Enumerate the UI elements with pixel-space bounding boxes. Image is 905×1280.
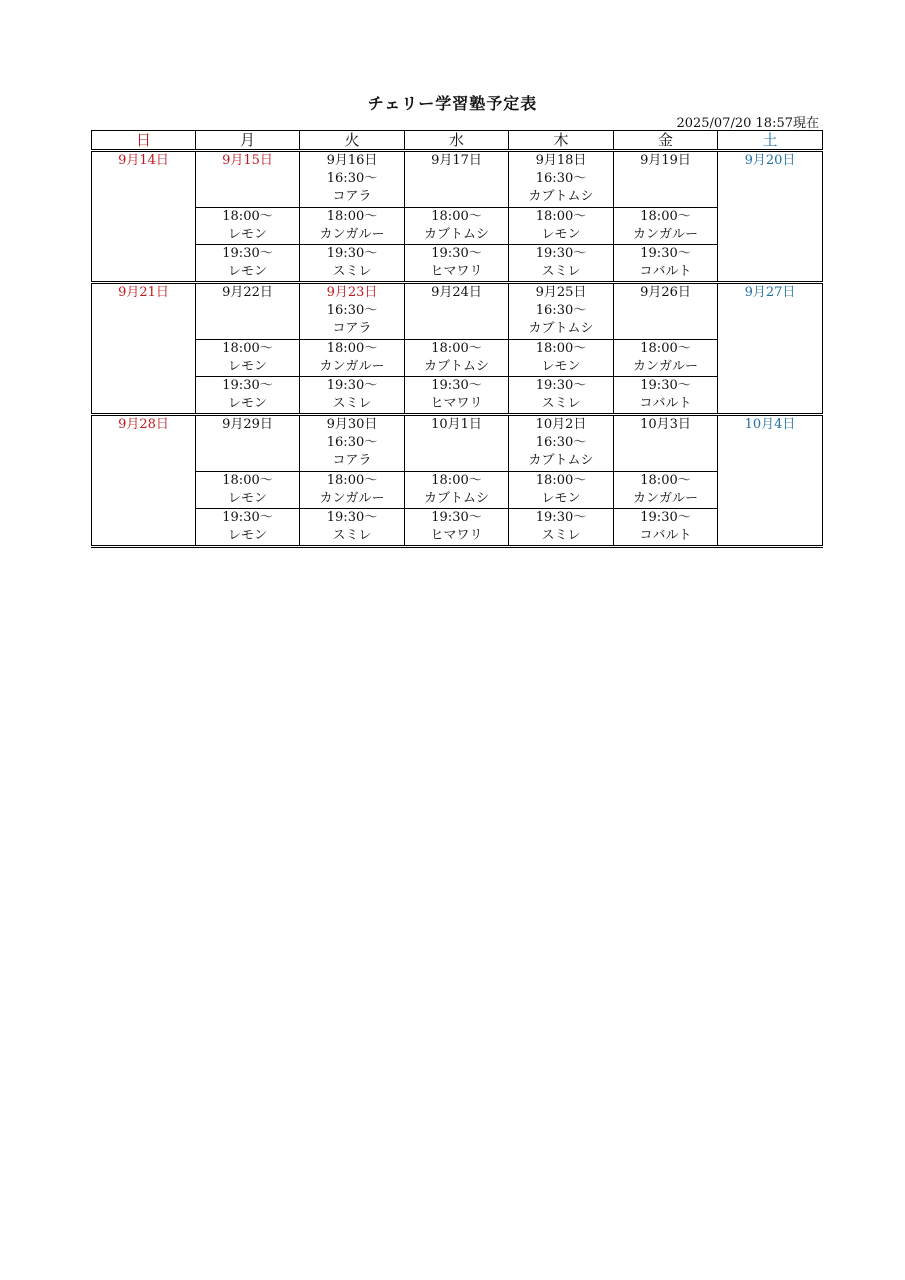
date-cell-mon: 9月29日 (196, 415, 300, 472)
date-cell-fri: 9月26日 (614, 283, 718, 340)
class-name: コアラ (332, 189, 372, 204)
class-time: 16:30〜 (326, 171, 378, 186)
class-time: 16:30〜 (535, 171, 587, 186)
class-cell: 18:00〜 レモン (196, 340, 300, 377)
class-cell: 18:00〜 レモン (509, 340, 614, 377)
class-cell: 18:00〜 レモン (196, 208, 300, 245)
date-cell-sun: 9月14日 (92, 151, 196, 283)
class-cell: 19:30〜 コバルト (614, 509, 718, 547)
day-header-sun: 日 (92, 131, 196, 151)
class-cell: 18:00〜 レモン (509, 472, 614, 509)
class-time: 16:30〜 (326, 303, 378, 318)
date-cell-fri: 10月3日 (614, 415, 718, 472)
class-cell: 19:30〜 レモン (196, 377, 300, 415)
class-cell: 18:00〜 レモン (196, 472, 300, 509)
slot-row-1800 (92, 472, 823, 509)
date-cell-thu: 10月2日 16:30〜 カブトムシ (509, 415, 614, 472)
class-cell: 18:00〜 レモン (509, 208, 614, 245)
date-cell-sun: 9月21日 (92, 283, 196, 415)
date-cell-sun: 9月28日 (92, 415, 196, 547)
day-header-row (92, 131, 823, 151)
class-cell: 18:00〜 カンガルー (614, 208, 718, 245)
date-cell-wed: 10月1日 (405, 415, 509, 472)
class-cell: 19:30〜 スミレ (300, 245, 405, 283)
class-cell: 19:30〜 コバルト (614, 245, 718, 283)
class-time: 16:30〜 (535, 303, 587, 318)
class-time: 16:30〜 (326, 435, 378, 450)
date-cell-thu: 9月25日 16:30〜 カブトムシ (509, 283, 614, 340)
class-cell: 18:00〜 カンガルー (300, 340, 405, 377)
schedule-table (91, 130, 823, 548)
date-cell-tue: 9月23日 16:30〜 コアラ (300, 283, 405, 340)
class-cell: 19:30〜 スミレ (509, 509, 614, 547)
class-cell: 19:30〜 スミレ (509, 377, 614, 415)
date-cell-sat: 9月20日 (718, 151, 823, 283)
date-cell-wed: 9月17日 (405, 151, 509, 208)
day-header-fri: 金 (614, 131, 718, 151)
class-cell: 18:00〜 カブトムシ (405, 340, 509, 377)
day-header-wed: 水 (405, 131, 509, 151)
date-cell-fri: 9月19日 (614, 151, 718, 208)
week-row (92, 415, 823, 472)
class-cell: 19:30〜 レモン (196, 245, 300, 283)
class-cell: 19:30〜 ヒマワリ (405, 377, 509, 415)
slot-row-1800 (92, 340, 823, 377)
class-cell: 19:30〜 スミレ (509, 245, 614, 283)
class-cell: 18:00〜 カンガルー (300, 208, 405, 245)
slot-row-1930 (92, 245, 823, 283)
class-name: カブトムシ (528, 189, 594, 204)
slot-row-1930 (92, 377, 823, 415)
class-cell: 19:30〜 スミレ (300, 509, 405, 547)
timestamp: 2025/07/20 18:57現在 (676, 116, 819, 131)
class-cell: 18:00〜 カンガルー (614, 472, 718, 509)
class-name: カブトムシ (528, 321, 594, 336)
class-cell: 19:30〜 ヒマワリ (405, 245, 509, 283)
date-cell-sat: 9月27日 (718, 283, 823, 415)
date-cell-mon: 9月22日 (196, 283, 300, 340)
class-time: 16:30〜 (535, 435, 587, 450)
date-cell-tue: 9月16日 16:30〜 コアラ (300, 151, 405, 208)
date-cell-tue: 9月30日 16:30〜 コアラ (300, 415, 405, 472)
class-cell: 18:00〜 カンガルー (300, 472, 405, 509)
week-row (92, 283, 823, 340)
date-cell-wed: 9月24日 (405, 283, 509, 340)
class-cell: 18:00〜 カブトムシ (405, 208, 509, 245)
class-cell: 19:30〜 レモン (196, 509, 300, 547)
slot-row-1930 (92, 509, 823, 547)
day-header-tue: 火 (300, 131, 405, 151)
day-header-mon: 月 (196, 131, 300, 151)
class-cell: 18:00〜 カンガルー (614, 340, 718, 377)
week-row (92, 151, 823, 208)
class-name: コアラ (332, 453, 372, 468)
class-cell: 18:00〜 カブトムシ (405, 472, 509, 509)
class-name: カブトムシ (528, 453, 594, 468)
class-cell: 19:30〜 ヒマワリ (405, 509, 509, 547)
date-cell-sat: 10月4日 (718, 415, 823, 547)
class-cell: 19:30〜 コバルト (614, 377, 718, 415)
class-name: コアラ (332, 321, 372, 336)
date-cell-mon: 9月15日 (196, 151, 300, 208)
date-cell-thu: 9月18日 16:30〜 カブトムシ (509, 151, 614, 208)
class-cell: 19:30〜 スミレ (300, 377, 405, 415)
page-title: チェリー学習塾予定表 (367, 94, 538, 113)
day-header-thu: 木 (509, 131, 614, 151)
day-header-sat: 土 (718, 131, 823, 151)
slot-row-1800 (92, 208, 823, 245)
